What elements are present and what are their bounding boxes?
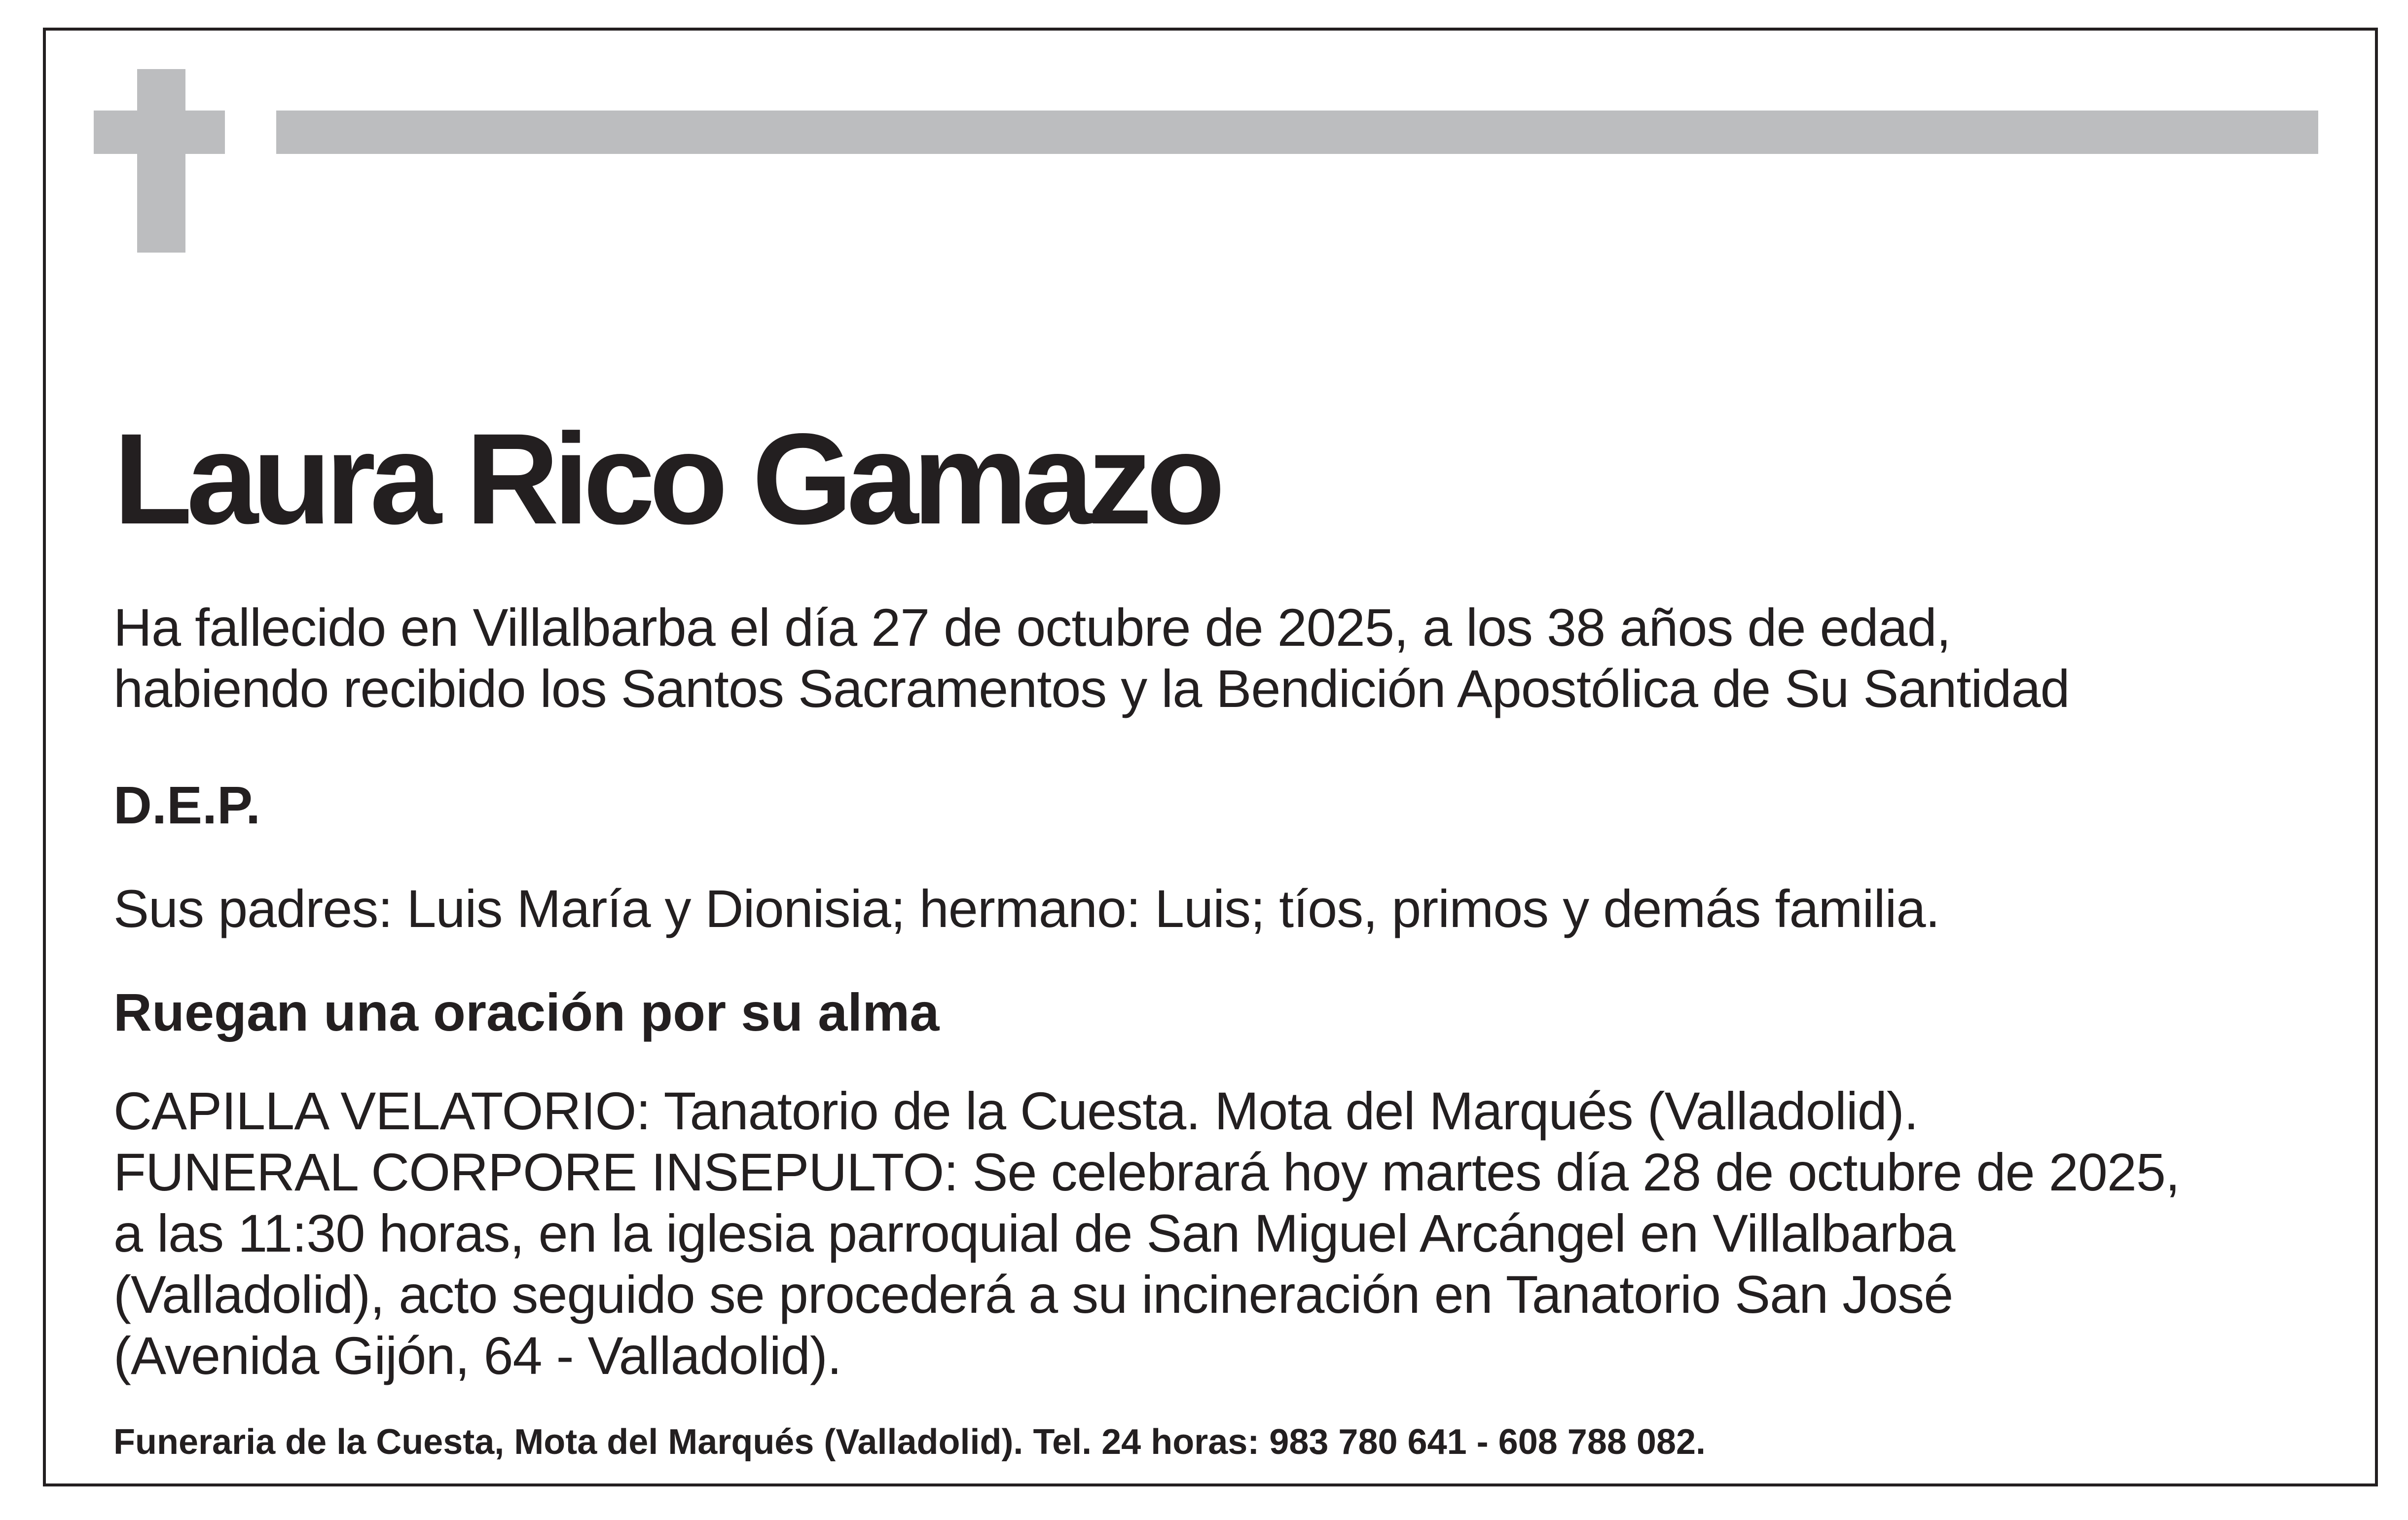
service-details-line: a las 11:30 horas, en la iglesia parroquial de San Miguel Arcángel en Villalbarba	[113, 1203, 1955, 1263]
deceased-name: Laura Rico Gamazo	[113, 407, 1220, 551]
death-notice-line: habiendo recibido los Santos Sacramentos y la Bendición Apostólica de Su Santidad	[113, 659, 2070, 718]
funeral-home-footer: Funeraria de la Cuesta, Mota del Marqués (Valladolid). Tel. 24 horas: 983 780 641 - 608 788 082.	[113, 1422, 1706, 1462]
service-details-line: CAPILLA VELATORIO: Tanatorio de la Cuesta. Mota del Marqués (Valladolid).	[113, 1081, 1918, 1141]
latin-cross-icon	[137, 69, 185, 253]
header-rule	[276, 111, 2318, 154]
latin-cross-icon-crossbar	[94, 111, 225, 154]
prayer-request: Ruegan una oración por su alma	[113, 982, 940, 1042]
service-details-line: (Valladolid), acto seguido se procederá a su incineración en Tanatorio San José	[113, 1264, 1953, 1324]
service-details-line: (Avenida Gijón, 64 - Valladolid).	[113, 1326, 841, 1385]
family-members: Sus padres: Luis María y Dionisia; hermano: Luis; tíos, primos y demás familia.	[113, 879, 1940, 938]
death-notice-line: Ha fallecido en Villalbarba el día 27 de octubre de 2025, a los 38 años de edad,	[113, 597, 1951, 657]
dep-label: D.E.P.	[113, 775, 261, 835]
service-details-line: FUNERAL CORPORE INSEPULTO: Se celebrará hoy martes día 28 de octubre de 2025,	[113, 1142, 2180, 1202]
